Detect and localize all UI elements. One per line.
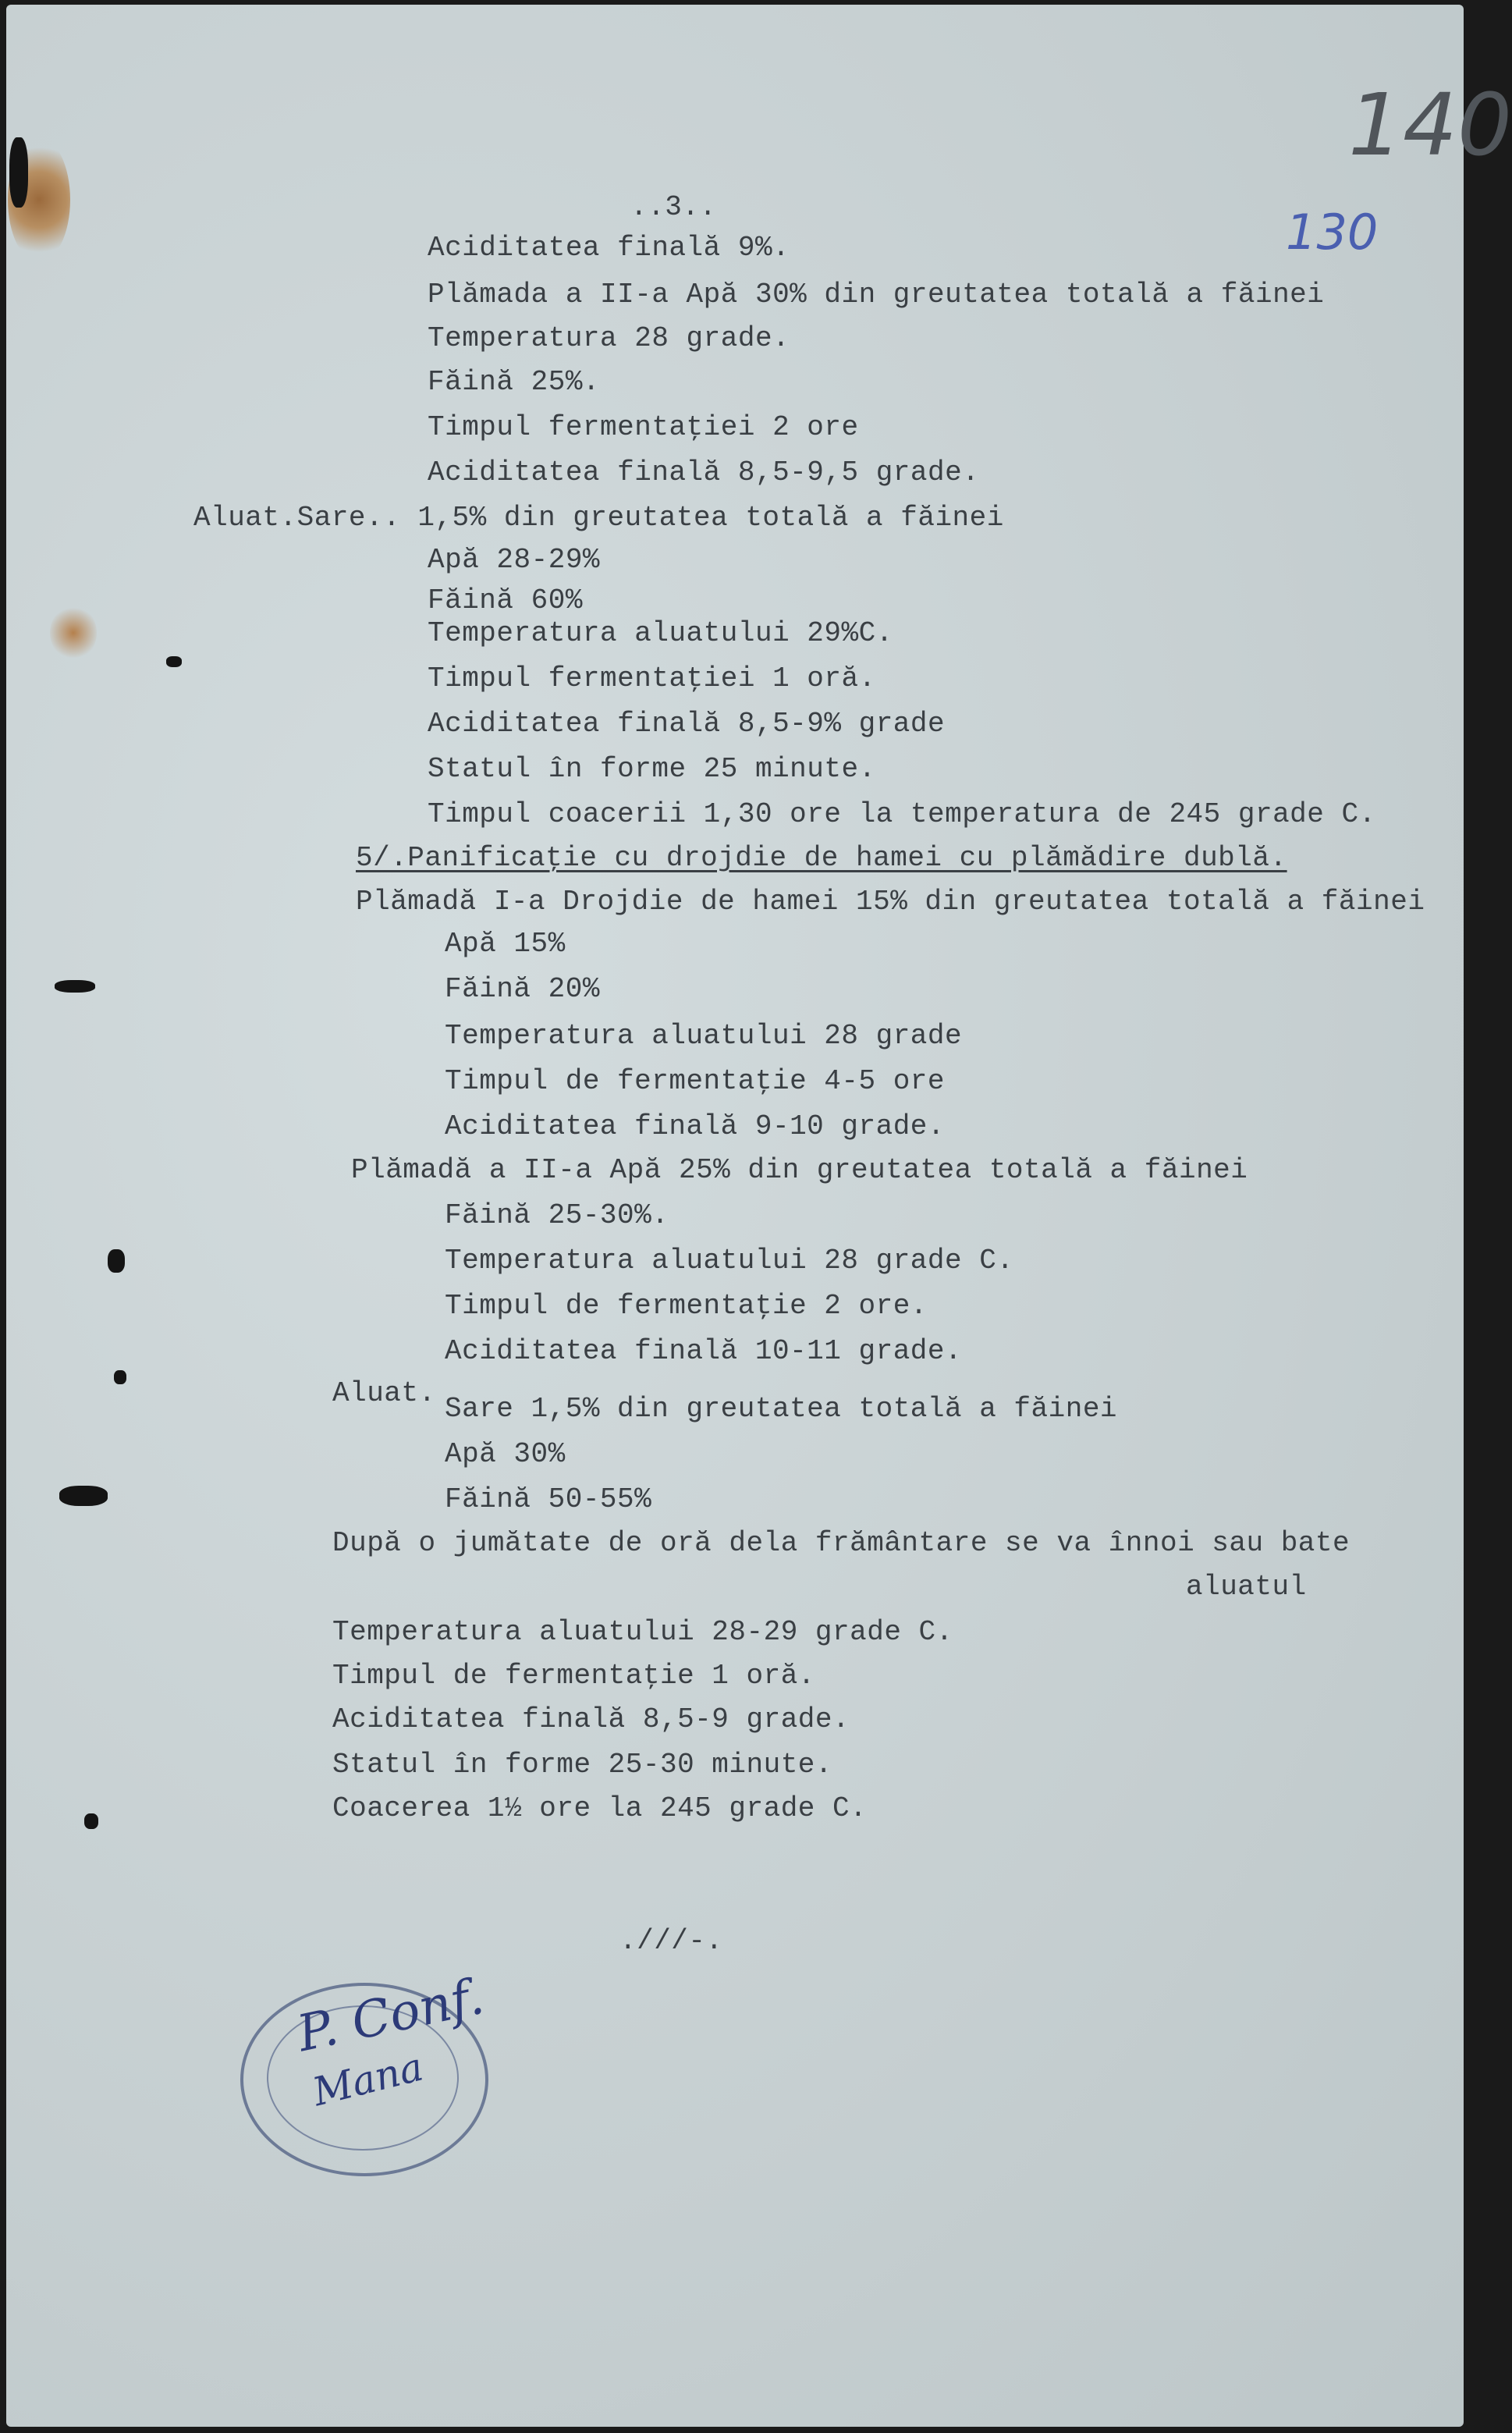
archive-number-crossed: 140 — [1348, 75, 1512, 175]
rust-stain — [50, 606, 97, 660]
section-heading: 5/.Panificaţie cu drojdie de hamei cu plămădire dublă. — [356, 842, 1287, 874]
text-line: Statul în forme 25 minute. — [428, 753, 876, 785]
text-line: Aciditatea finală 8,5-9% grade — [428, 708, 946, 740]
text-line: Timpul fermentaţiei 2 ore — [428, 411, 859, 443]
text-line: Aluat.Sare.. 1,5% din greutatea totală a făinei — [193, 502, 1004, 534]
text-line: aluatul — [1186, 1571, 1307, 1603]
text-line: Timpul coacerii 1,30 ore la temperatura de 245 grade C. — [428, 798, 1376, 830]
punch-hole — [166, 656, 182, 667]
text-line: Temperatura aluatului 29%C. — [428, 617, 893, 649]
text-line: Apă 15% — [445, 928, 566, 960]
text-line: Aciditatea finală 9%. — [428, 232, 790, 264]
text-line: Făină 20% — [445, 973, 600, 1005]
punch-hole — [9, 137, 28, 208]
text-line: Aluat. — [332, 1377, 436, 1409]
document-page — [6, 5, 1512, 2427]
text-line: După o jumătate de oră dela frământare se va înnoi sau bate — [332, 1527, 1351, 1559]
punch-hole — [55, 980, 95, 993]
text-line: Plămadă a II-a Apă 25% din greutatea totală a făinei — [351, 1154, 1248, 1186]
text-line: Apă 28-29% — [428, 544, 601, 576]
text-line: Apă 30% — [445, 1438, 566, 1470]
punch-hole — [108, 1249, 125, 1273]
text-line: Făină 60% — [428, 584, 583, 616]
text-line: Timpul de fermentaţie 4-5 ore — [445, 1065, 946, 1097]
text-line: Temperatura aluatului 28 grade — [445, 1020, 963, 1052]
text-line: Timpul de fermentaţie 2 ore. — [445, 1290, 928, 1322]
text-line: Făină 25-30%. — [445, 1199, 669, 1231]
text-line: Aciditatea finală 9-10 grade. — [445, 1110, 946, 1142]
text-line: Aciditatea finală 8,5-9,5 grade. — [428, 456, 980, 488]
signature-line-2: Mana — [308, 2044, 428, 2115]
punch-hole — [84, 1813, 98, 1829]
text-line: Temperatura aluatului 28-29 grade C. — [332, 1616, 953, 1648]
text-line: Statul în forme 25-30 minute. — [332, 1749, 833, 1781]
text-line: Coacerea 1½ ore la 245 grade C. — [332, 1792, 868, 1824]
text-line: Temperatura aluatului 28 grade C. — [445, 1245, 1014, 1277]
archive-number-current: 130 — [1286, 204, 1379, 261]
text-line: Aciditatea finală 10-11 grade. — [445, 1335, 963, 1367]
text-line: Temperatura 28 grade. — [428, 322, 790, 354]
text-line: Plămadă I-a Drojdie de hamei 15% din greutatea totală a făinei — [356, 886, 1425, 918]
text-line: Aciditatea finală 8,5-9 grade. — [332, 1703, 850, 1735]
text-line: Plămada a II-a Apă 30% din greutatea totală a făinei — [428, 279, 1325, 311]
signature-line-1: P. Conf. — [292, 1967, 489, 2064]
text-line: Sare 1,5% din greutatea totală a făinei — [445, 1393, 1118, 1425]
punch-hole — [59, 1486, 108, 1506]
punch-hole — [114, 1370, 126, 1384]
text-line: Timpul de fermentaţie 1 oră. — [332, 1660, 815, 1692]
text-line: Făină 50-55% — [445, 1483, 652, 1515]
text-line: Timpul fermentaţiei 1 oră. — [428, 662, 876, 694]
page-number: ..3.. — [630, 191, 717, 223]
end-mark: .///-. — [619, 1925, 723, 1957]
text-line: Făină 25%. — [428, 366, 601, 398]
